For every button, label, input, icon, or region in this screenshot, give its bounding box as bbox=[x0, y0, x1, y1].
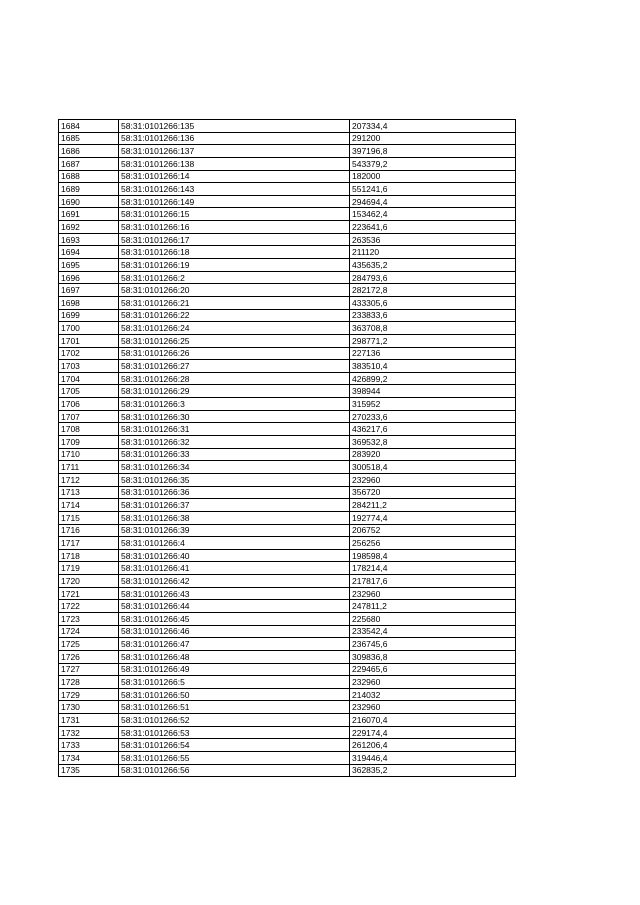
cadastral-number-cell: 58:31:0101266:42 bbox=[119, 575, 350, 588]
cadastral-number-cell: 58:31:0101266:138 bbox=[119, 157, 350, 170]
value-cell: 214032 bbox=[350, 688, 516, 701]
cadastral-number-cell: 58:31:0101266:48 bbox=[119, 650, 350, 663]
cadastral-number-cell: 58:31:0101266:50 bbox=[119, 688, 350, 701]
table-row bbox=[59, 322, 516, 335]
cadastral-number-cell: 58:31:0101266:34 bbox=[119, 461, 350, 474]
value-cell: 270233,6 bbox=[350, 410, 516, 423]
value-cell: 291200 bbox=[350, 132, 516, 145]
table-row bbox=[59, 221, 516, 234]
row-number-cell: 1729 bbox=[59, 688, 119, 701]
row-number-cell: 1700 bbox=[59, 322, 119, 335]
value-cell: 435635,2 bbox=[350, 259, 516, 272]
row-number-cell: 1726 bbox=[59, 650, 119, 663]
table-row bbox=[59, 486, 516, 499]
cadastral-number-cell: 58:31:0101266:21 bbox=[119, 296, 350, 309]
cadastral-number-cell: 58:31:0101266:16 bbox=[119, 221, 350, 234]
value-cell: 363708,8 bbox=[350, 322, 516, 335]
value-cell: 232960 bbox=[350, 676, 516, 689]
value-cell: 294694,4 bbox=[350, 195, 516, 208]
value-cell: 284793,6 bbox=[350, 271, 516, 284]
table-row bbox=[59, 334, 516, 347]
value-cell: 232960 bbox=[350, 587, 516, 600]
table-row bbox=[59, 461, 516, 474]
table-row bbox=[59, 372, 516, 385]
value-cell: 309836,8 bbox=[350, 650, 516, 663]
cadastral-number-cell: 58:31:0101266:31 bbox=[119, 423, 350, 436]
row-number-cell: 1686 bbox=[59, 145, 119, 158]
row-number-cell: 1698 bbox=[59, 296, 119, 309]
cadastral-number-cell: 58:31:0101266:136 bbox=[119, 132, 350, 145]
row-number-cell: 1695 bbox=[59, 259, 119, 272]
row-number-cell: 1733 bbox=[59, 739, 119, 752]
value-cell: 182000 bbox=[350, 170, 516, 183]
value-cell: 300518,4 bbox=[350, 461, 516, 474]
cadastral-number-cell: 58:31:0101266:44 bbox=[119, 600, 350, 613]
value-cell: 369532,8 bbox=[350, 436, 516, 449]
table-row bbox=[59, 625, 516, 638]
value-cell: 229174,4 bbox=[350, 726, 516, 739]
row-number-cell: 1715 bbox=[59, 511, 119, 524]
cadastral-number-cell: 58:31:0101266:43 bbox=[119, 587, 350, 600]
table-row bbox=[59, 473, 516, 486]
value-cell: 256256 bbox=[350, 537, 516, 550]
cadastral-number-cell: 58:31:0101266:18 bbox=[119, 246, 350, 259]
cadastral-number-cell: 58:31:0101266:3 bbox=[119, 398, 350, 411]
table-row bbox=[59, 145, 516, 158]
table-row bbox=[59, 701, 516, 714]
cadastral-number-cell: 58:31:0101266:26 bbox=[119, 347, 350, 360]
row-number-cell: 1706 bbox=[59, 398, 119, 411]
table-row bbox=[59, 208, 516, 221]
value-cell: 211120 bbox=[350, 246, 516, 259]
value-cell: 229465,6 bbox=[350, 663, 516, 676]
table-row bbox=[59, 347, 516, 360]
table-row bbox=[59, 549, 516, 562]
table-row bbox=[59, 259, 516, 272]
value-cell: 263536 bbox=[350, 233, 516, 246]
row-number-cell: 1712 bbox=[59, 473, 119, 486]
table-row bbox=[59, 360, 516, 373]
cadastral-number-cell: 58:31:0101266:49 bbox=[119, 663, 350, 676]
value-cell: 356720 bbox=[350, 486, 516, 499]
value-cell: 282172,8 bbox=[350, 284, 516, 297]
row-number-cell: 1721 bbox=[59, 587, 119, 600]
row-number-cell: 1701 bbox=[59, 334, 119, 347]
cadastral-number-cell: 58:31:0101266:22 bbox=[119, 309, 350, 322]
cadastral-number-cell: 58:31:0101266:46 bbox=[119, 625, 350, 638]
value-cell: 233833,6 bbox=[350, 309, 516, 322]
cadastral-number-cell: 58:31:0101266:14 bbox=[119, 170, 350, 183]
row-number-cell: 1727 bbox=[59, 663, 119, 676]
table-row bbox=[59, 385, 516, 398]
table-row bbox=[59, 752, 516, 765]
cadastral-number-cell: 58:31:0101266:27 bbox=[119, 360, 350, 373]
table-row bbox=[59, 183, 516, 196]
row-number-cell: 1716 bbox=[59, 524, 119, 537]
table-row bbox=[59, 764, 516, 777]
row-number-cell: 1734 bbox=[59, 752, 119, 765]
table-row bbox=[59, 120, 516, 133]
cadastral-number-cell: 58:31:0101266:38 bbox=[119, 511, 350, 524]
cadastral-number-cell: 58:31:0101266:28 bbox=[119, 372, 350, 385]
row-number-cell: 1697 bbox=[59, 284, 119, 297]
row-number-cell: 1699 bbox=[59, 309, 119, 322]
cadastral-number-cell: 58:31:0101266:4 bbox=[119, 537, 350, 550]
value-cell: 232960 bbox=[350, 701, 516, 714]
row-number-cell: 1710 bbox=[59, 448, 119, 461]
cadastral-number-cell: 58:31:0101266:2 bbox=[119, 271, 350, 284]
row-number-cell: 1723 bbox=[59, 612, 119, 625]
row-number-cell: 1713 bbox=[59, 486, 119, 499]
row-number-cell: 1705 bbox=[59, 385, 119, 398]
value-cell: 284211,2 bbox=[350, 499, 516, 512]
value-cell: 551241,6 bbox=[350, 183, 516, 196]
table-row bbox=[59, 676, 516, 689]
cadastral-number-cell: 58:31:0101266:20 bbox=[119, 284, 350, 297]
value-cell: 232960 bbox=[350, 473, 516, 486]
cadastral-number-cell: 58:31:0101266:37 bbox=[119, 499, 350, 512]
table-row bbox=[59, 688, 516, 701]
row-number-cell: 1718 bbox=[59, 549, 119, 562]
value-cell: 233542,4 bbox=[350, 625, 516, 638]
value-cell: 192774,4 bbox=[350, 511, 516, 524]
cadastral-number-cell: 58:31:0101266:135 bbox=[119, 120, 350, 133]
row-number-cell: 1719 bbox=[59, 562, 119, 575]
row-number-cell: 1732 bbox=[59, 726, 119, 739]
row-number-cell: 1685 bbox=[59, 132, 119, 145]
table-row bbox=[59, 587, 516, 600]
value-cell: 398944 bbox=[350, 385, 516, 398]
table-row bbox=[59, 423, 516, 436]
table-row bbox=[59, 448, 516, 461]
cadastral-number-cell: 58:31:0101266:54 bbox=[119, 739, 350, 752]
row-number-cell: 1689 bbox=[59, 183, 119, 196]
table-row bbox=[59, 157, 516, 170]
data-table bbox=[58, 119, 516, 777]
table-row bbox=[59, 436, 516, 449]
table-row bbox=[59, 714, 516, 727]
row-number-cell: 1703 bbox=[59, 360, 119, 373]
value-cell: 206752 bbox=[350, 524, 516, 537]
value-cell: 227136 bbox=[350, 347, 516, 360]
value-cell: 283920 bbox=[350, 448, 516, 461]
row-number-cell: 1731 bbox=[59, 714, 119, 727]
row-number-cell: 1724 bbox=[59, 625, 119, 638]
row-number-cell: 1692 bbox=[59, 221, 119, 234]
row-number-cell: 1725 bbox=[59, 638, 119, 651]
row-number-cell: 1728 bbox=[59, 676, 119, 689]
row-number-cell: 1717 bbox=[59, 537, 119, 550]
table-row bbox=[59, 410, 516, 423]
row-number-cell: 1684 bbox=[59, 120, 119, 133]
row-number-cell: 1690 bbox=[59, 195, 119, 208]
cadastral-number-cell: 58:31:0101266:35 bbox=[119, 473, 350, 486]
table-row bbox=[59, 296, 516, 309]
value-cell: 178214,4 bbox=[350, 562, 516, 575]
row-number-cell: 1693 bbox=[59, 233, 119, 246]
table-row bbox=[59, 233, 516, 246]
cadastral-number-cell: 58:31:0101266:36 bbox=[119, 486, 350, 499]
table-row bbox=[59, 650, 516, 663]
row-number-cell: 1691 bbox=[59, 208, 119, 221]
table-row bbox=[59, 499, 516, 512]
value-cell: 236745,6 bbox=[350, 638, 516, 651]
cadastral-number-cell: 58:31:0101266:17 bbox=[119, 233, 350, 246]
table-row bbox=[59, 575, 516, 588]
value-cell: 383510,4 bbox=[350, 360, 516, 373]
table-row bbox=[59, 663, 516, 676]
cadastral-number-cell: 58:31:0101266:55 bbox=[119, 752, 350, 765]
table-row bbox=[59, 246, 516, 259]
table-row bbox=[59, 562, 516, 575]
cadastral-number-cell: 58:31:0101266:29 bbox=[119, 385, 350, 398]
table-row bbox=[59, 511, 516, 524]
document-page bbox=[58, 119, 515, 777]
row-number-cell: 1735 bbox=[59, 764, 119, 777]
value-cell: 543379,2 bbox=[350, 157, 516, 170]
table-row bbox=[59, 726, 516, 739]
table-body bbox=[59, 120, 516, 777]
row-number-cell: 1730 bbox=[59, 701, 119, 714]
cadastral-number-cell: 58:31:0101266:5 bbox=[119, 676, 350, 689]
value-cell: 217817,6 bbox=[350, 575, 516, 588]
row-number-cell: 1696 bbox=[59, 271, 119, 284]
table-row bbox=[59, 537, 516, 550]
cadastral-number-cell: 58:31:0101266:33 bbox=[119, 448, 350, 461]
cadastral-number-cell: 58:31:0101266:143 bbox=[119, 183, 350, 196]
cadastral-number-cell: 58:31:0101266:47 bbox=[119, 638, 350, 651]
table-row bbox=[59, 739, 516, 752]
row-number-cell: 1709 bbox=[59, 436, 119, 449]
value-cell: 247811,2 bbox=[350, 600, 516, 613]
value-cell: 319446,4 bbox=[350, 752, 516, 765]
row-number-cell: 1707 bbox=[59, 410, 119, 423]
value-cell: 225680 bbox=[350, 612, 516, 625]
table-row bbox=[59, 638, 516, 651]
cadastral-number-cell: 58:31:0101266:51 bbox=[119, 701, 350, 714]
table-row bbox=[59, 132, 516, 145]
value-cell: 298771,2 bbox=[350, 334, 516, 347]
value-cell: 315952 bbox=[350, 398, 516, 411]
value-cell: 362835,2 bbox=[350, 764, 516, 777]
table-row bbox=[59, 524, 516, 537]
value-cell: 153462,4 bbox=[350, 208, 516, 221]
row-number-cell: 1687 bbox=[59, 157, 119, 170]
row-number-cell: 1711 bbox=[59, 461, 119, 474]
row-number-cell: 1694 bbox=[59, 246, 119, 259]
row-number-cell: 1702 bbox=[59, 347, 119, 360]
cadastral-number-cell: 58:31:0101266:30 bbox=[119, 410, 350, 423]
cadastral-number-cell: 58:31:0101266:25 bbox=[119, 334, 350, 347]
cadastral-number-cell: 58:31:0101266:41 bbox=[119, 562, 350, 575]
row-number-cell: 1704 bbox=[59, 372, 119, 385]
value-cell: 207334,4 bbox=[350, 120, 516, 133]
cadastral-number-cell: 58:31:0101266:15 bbox=[119, 208, 350, 221]
row-number-cell: 1708 bbox=[59, 423, 119, 436]
value-cell: 216070,4 bbox=[350, 714, 516, 727]
cadastral-number-cell: 58:31:0101266:56 bbox=[119, 764, 350, 777]
cadastral-number-cell: 58:31:0101266:24 bbox=[119, 322, 350, 335]
cadastral-number-cell: 58:31:0101266:19 bbox=[119, 259, 350, 272]
table-row bbox=[59, 271, 516, 284]
cadastral-number-cell: 58:31:0101266:52 bbox=[119, 714, 350, 727]
value-cell: 397196,8 bbox=[350, 145, 516, 158]
cadastral-number-cell: 58:31:0101266:53 bbox=[119, 726, 350, 739]
cadastral-number-cell: 58:31:0101266:39 bbox=[119, 524, 350, 537]
value-cell: 223641,6 bbox=[350, 221, 516, 234]
table-row bbox=[59, 284, 516, 297]
row-number-cell: 1714 bbox=[59, 499, 119, 512]
cadastral-number-cell: 58:31:0101266:45 bbox=[119, 612, 350, 625]
table-row bbox=[59, 170, 516, 183]
table-row bbox=[59, 612, 516, 625]
value-cell: 261206,4 bbox=[350, 739, 516, 752]
cadastral-number-cell: 58:31:0101266:32 bbox=[119, 436, 350, 449]
row-number-cell: 1722 bbox=[59, 600, 119, 613]
cadastral-number-cell: 58:31:0101266:40 bbox=[119, 549, 350, 562]
table-row bbox=[59, 309, 516, 322]
value-cell: 433305,6 bbox=[350, 296, 516, 309]
row-number-cell: 1720 bbox=[59, 575, 119, 588]
cadastral-number-cell: 58:31:0101266:137 bbox=[119, 145, 350, 158]
row-number-cell: 1688 bbox=[59, 170, 119, 183]
table-row bbox=[59, 600, 516, 613]
value-cell: 198598,4 bbox=[350, 549, 516, 562]
value-cell: 426899,2 bbox=[350, 372, 516, 385]
cadastral-number-cell: 58:31:0101266:149 bbox=[119, 195, 350, 208]
value-cell: 436217,6 bbox=[350, 423, 516, 436]
table-row bbox=[59, 195, 516, 208]
table-row bbox=[59, 398, 516, 411]
